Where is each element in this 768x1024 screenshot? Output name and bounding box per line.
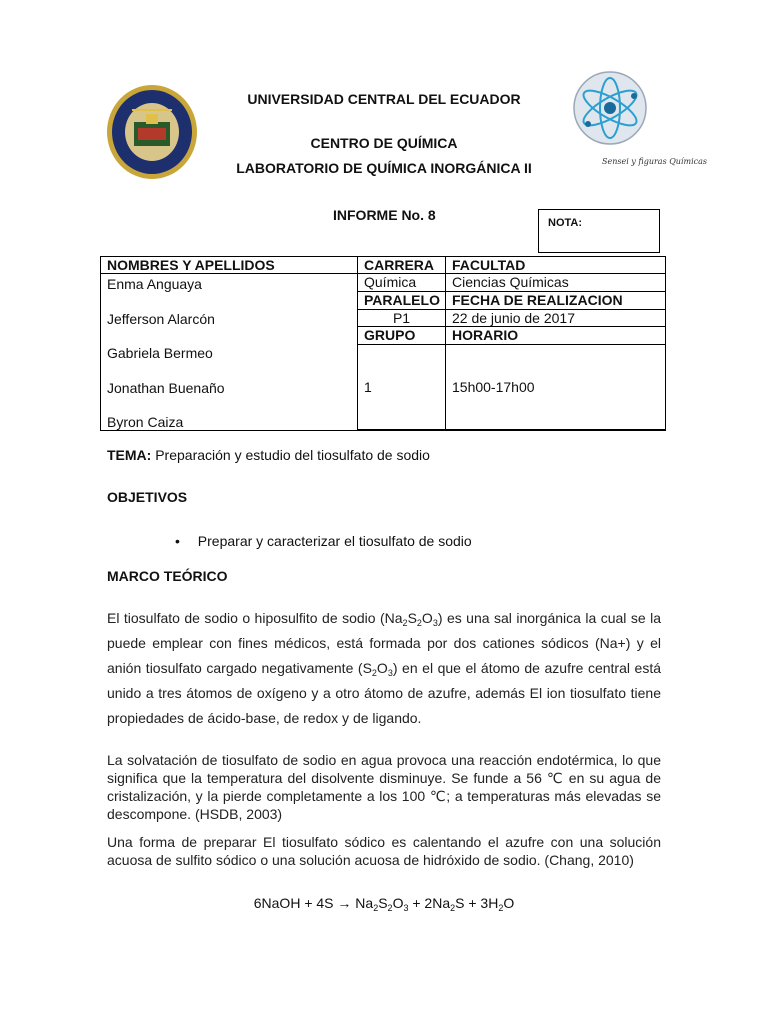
objetivo-text: Preparar y caracterizar el tiosulfato de sodio bbox=[197, 533, 472, 549]
info-table bbox=[100, 256, 666, 431]
nota-label: NOTA: bbox=[548, 217, 583, 229]
col-names-header: NOMBRES Y APELLIDOS bbox=[101, 257, 358, 274]
lab-title: LABORATORIO DE QUÍMICA INORGÁNICA II bbox=[236, 160, 532, 176]
col-facultad-header: FACULTAD bbox=[446, 257, 666, 274]
center-title: CENTRO DE QUÍMICA bbox=[310, 135, 458, 151]
horario-value: 15h00-17h00 bbox=[446, 345, 666, 430]
marco-paragraph-2: La solvatación de tiosulfato de sodio en agua provoca una reacción endotérmica, lo que significa que la temperatura del disolvente disminuye. Se funde a 56 ℃ en su agua de cristalización, y la pierde completamente a los 100 ℃; a temperaturas más elevadas se descompone. (HSDB, 2003) bbox=[107, 752, 661, 822]
objetivos-heading: OBJETIVOS bbox=[107, 489, 188, 505]
carrera-value: Química bbox=[358, 274, 446, 292]
tema-line bbox=[107, 447, 430, 463]
paralelo-value: P1 bbox=[358, 309, 446, 327]
names-cell bbox=[101, 274, 358, 431]
student-name: Jonathan Buenaño bbox=[107, 379, 225, 396]
col-paralelo-header: PARALELO bbox=[358, 291, 446, 309]
objetivo-item bbox=[175, 533, 472, 549]
marco-heading: MARCO TEÓRICO bbox=[107, 568, 228, 584]
marco-paragraph-1: El tiosulfato de sodio o hiposulfito de sodio $(Na_2S_2O_3)$ es una sal inorgánica la cual se la puede emplear con fines médicos, está formada por dos cationes sódicos (Na+) y el anión tiosulfato cargado negativamente $(S_2O_3)$ en el que el átomo de azufre central está unido a tres átomos de oxígeno y a otro átomo de azufre, además El ion tiosulfato tiene propiedades de ácido-base, de redox y de ligando. bbox=[107, 610, 661, 726]
university-title: UNIVERSIDAD CENTRAL DEL ECUADOR bbox=[247, 91, 521, 107]
fecha-value: 22 de junio de 2017 bbox=[446, 309, 666, 327]
student-name: Gabriela Bermeo bbox=[107, 345, 213, 361]
tema-text: Preparación y estudio del tiosulfato de sodio bbox=[155, 447, 430, 463]
grupo-value: 1 bbox=[358, 345, 446, 430]
marco-paragraph-3: Una forma de preparar El tiosulfato sódico es calentando el azufre con una solución acuosa de sulfito sódico o una solución acuosa de hidróxido de sodio. (Chang, 2010) bbox=[107, 834, 661, 868]
col-fecha-header: FECHA DE REALIZACION bbox=[446, 291, 666, 309]
facultad-value: Ciencias Químicas bbox=[446, 274, 666, 292]
chemical-equation: 6NaOH + $4S \to Na_2S_2O_3 + 2Na_2S + 3H_2O$ bbox=[253, 895, 515, 913]
col-carrera-header: CARRERA bbox=[358, 257, 446, 274]
logo-tagline: Sensei y figuras Químicas bbox=[602, 157, 707, 166]
student-name: Jefferson Alarcón bbox=[107, 310, 215, 327]
student-name: Enma Anguaya bbox=[107, 276, 202, 292]
bullet-icon: • bbox=[175, 533, 180, 549]
tema-label: TEMA: bbox=[107, 447, 152, 463]
report-number: INFORME No. 8 bbox=[333, 207, 436, 223]
student-name: Byron Caiza bbox=[107, 414, 184, 430]
col-horario-header: HORARIO bbox=[446, 327, 666, 345]
nota-box bbox=[538, 209, 660, 253]
col-grupo-header: GRUPO bbox=[358, 327, 446, 345]
